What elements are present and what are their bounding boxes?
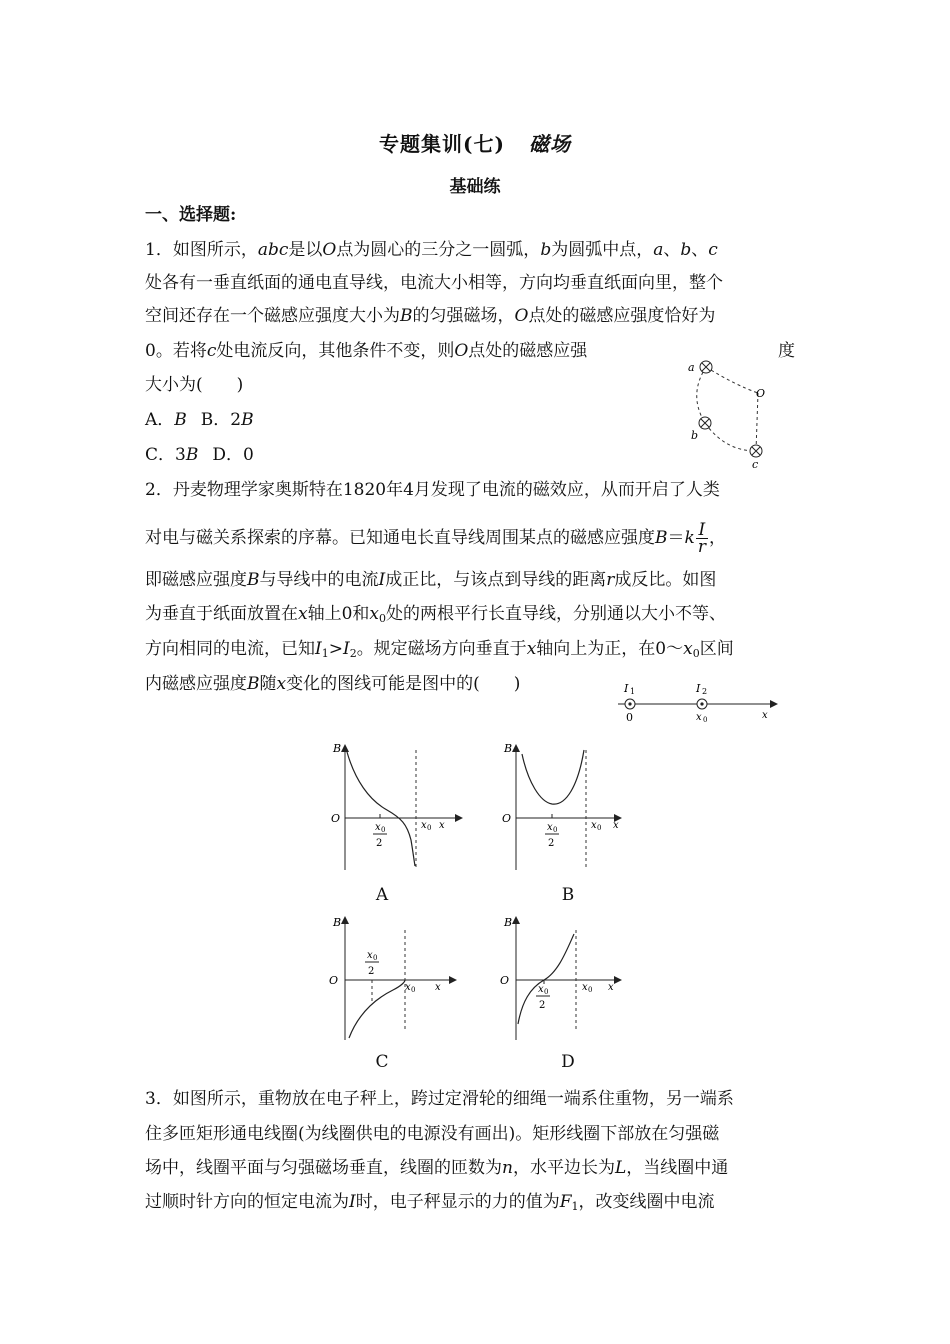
graph-A-origin: O [331, 812, 341, 825]
q2-line-4: 为垂直于纸面放置在x轴上0和$x_0$处的两根平行长直导线，分别通以大小不等、 [145, 604, 727, 625]
graph-B-x0-sub: 0 [597, 824, 602, 832]
graph-B-half-num: x [547, 822, 553, 833]
label-O: O [756, 387, 766, 400]
q3-line-4: 过顺时针方向的恒定电流为I时，电子秤显示的力的值为$F_1$，改变线圈中电流 [145, 1192, 715, 1213]
q1-options-cd: C．3B D．0 [145, 445, 254, 465]
graph-C-half-num: x [367, 950, 373, 961]
graph-D [490, 912, 635, 1047]
section-heading: 一、选择题: [145, 205, 237, 225]
q2-wire-axis-figure [610, 678, 790, 726]
graph-D-half-sub: 0 [544, 988, 549, 996]
q3-line-1: 3．如图所示，重物放在电子秤上，跨过定滑轮的细绳一端系住重物，另一端系 [145, 1089, 734, 1109]
q1-line-3: 空间还存在一个磁感应强度大小为B的匀强磁场，O点处的磁感应强度恰好为 [145, 306, 716, 326]
q1-line-1: 1．如图所示，abc是以O点为圆心的三分之一圆弧，b为圆弧中点，a、b、c [145, 240, 718, 260]
graph-D-x0-sub: 0 [588, 986, 593, 994]
graph-C-label: C [375, 1052, 389, 1072]
wire-I1-icon [625, 699, 635, 709]
graph-A-half-sub: 0 [381, 826, 386, 834]
graph-C-x: x [435, 982, 441, 993]
q1-line-4-tail: 度 [778, 341, 795, 361]
title-text: 专题集训(七) [379, 132, 505, 156]
graph-B [490, 740, 635, 875]
q2-line-2: 对电与磁关系探索的序幕。已知通电长直导线周围某点的磁感应强度B＝k $\frac{I}{r}$ ， [145, 520, 726, 557]
graph-B-origin: O [502, 812, 512, 825]
label-I1-sub: 1 [630, 687, 636, 696]
wire-b-icon [699, 417, 711, 429]
graph-A-label: A [375, 885, 389, 905]
graph-B-half-sub: 0 [553, 826, 558, 834]
wire-a-icon [700, 361, 712, 373]
graph-C-origin: O [329, 974, 339, 987]
graph-D-half-num: x [538, 984, 544, 995]
q1-arc-figure [680, 355, 780, 475]
graph-A-x: x [439, 820, 445, 831]
graph-C-axis-B: B [333, 916, 342, 929]
label-b: b [691, 429, 699, 442]
wire-c-icon [750, 445, 762, 457]
graph-A-half-num: x [375, 822, 381, 833]
fraction-I-over-r: $\frac{I}{r}$ [697, 520, 706, 557]
label-a: a [688, 361, 695, 374]
graph-B-x: x [613, 820, 619, 831]
graph-C-half-sub: 0 [373, 954, 378, 962]
page-title [0, 128, 950, 157]
graph-B-x0: x [591, 820, 597, 831]
graph-D-label: D [561, 1052, 575, 1072]
label-x: x [762, 710, 768, 721]
graph-D-x0: x [582, 982, 588, 993]
q1-line-5: 大小为( ) [145, 375, 244, 395]
graph-B-label: B [561, 885, 575, 905]
graph-D-axis-B: B [504, 916, 513, 929]
q2-line-3: 即磁感应强度B与导线中的电流I成正比，与该点到导线的距离r成反比。如图 [145, 570, 717, 590]
graph-A-axis-B: B [333, 742, 342, 755]
label-I1: I [624, 682, 629, 695]
q1-line-2: 处各有一垂直纸面的通电直导线，电流大小相等，方向均垂直纸面向里，整个 [145, 273, 723, 293]
q2-line-5: 方向相同的电流，已知$I_1>I_2$。规定磁场方向垂直于x轴向上为正，在$0\sim x_0$区间 [145, 639, 734, 660]
graph-A-x0-sub: 0 [427, 824, 432, 832]
q2-line-6: 内磁感应强度B随x变化的图线可能是图中的( ) [145, 674, 521, 694]
q3-line-3: 场中，线圈平面与匀强磁场垂直，线圈的匝数为n，水平边长为L，当线圈中通 [145, 1158, 729, 1178]
graph-A-x0: x [421, 820, 427, 831]
graph-D-half-den: 2 [539, 1000, 546, 1011]
graph-A-half-den: 2 [376, 838, 383, 849]
q2-line-1: 2．丹麦物理学家奥斯特在1820年4月发现了电流的磁效应，从而开启了人类 [145, 480, 720, 500]
wire-I2-icon [697, 699, 707, 709]
q1-options-ab: A．B B．2B [145, 410, 254, 430]
page-subtitle: 基础练 [449, 177, 501, 197]
graph-B-axis-B: B [504, 742, 513, 755]
label-x0-sub: 0 [703, 716, 708, 724]
graph-B-half-den: 2 [548, 838, 555, 849]
label-x0: x [696, 712, 702, 723]
label-c: c [752, 458, 759, 471]
graph-D-origin: O [500, 974, 510, 987]
label-zero: 0 [626, 711, 633, 724]
q1-line-4: 0。若将c处电流反向，其他条件不变，则O点处的磁感应强 [145, 341, 588, 361]
graph-C-half-den: 2 [368, 966, 375, 977]
graph-A [325, 740, 470, 875]
title-topic: 磁场 [528, 132, 571, 156]
q3-line-2: 住多匝矩形通电线圈(为线圈供电的电源没有画出)。矩形线圈下部放在匀强磁 [145, 1124, 720, 1144]
graph-C-x0: x [405, 982, 411, 993]
label-I2-sub: 2 [702, 687, 708, 696]
graph-C-x0-sub: 0 [411, 986, 416, 994]
label-I2: I [696, 682, 701, 695]
graph-C [325, 912, 470, 1047]
graph-D-x: x [608, 982, 614, 993]
